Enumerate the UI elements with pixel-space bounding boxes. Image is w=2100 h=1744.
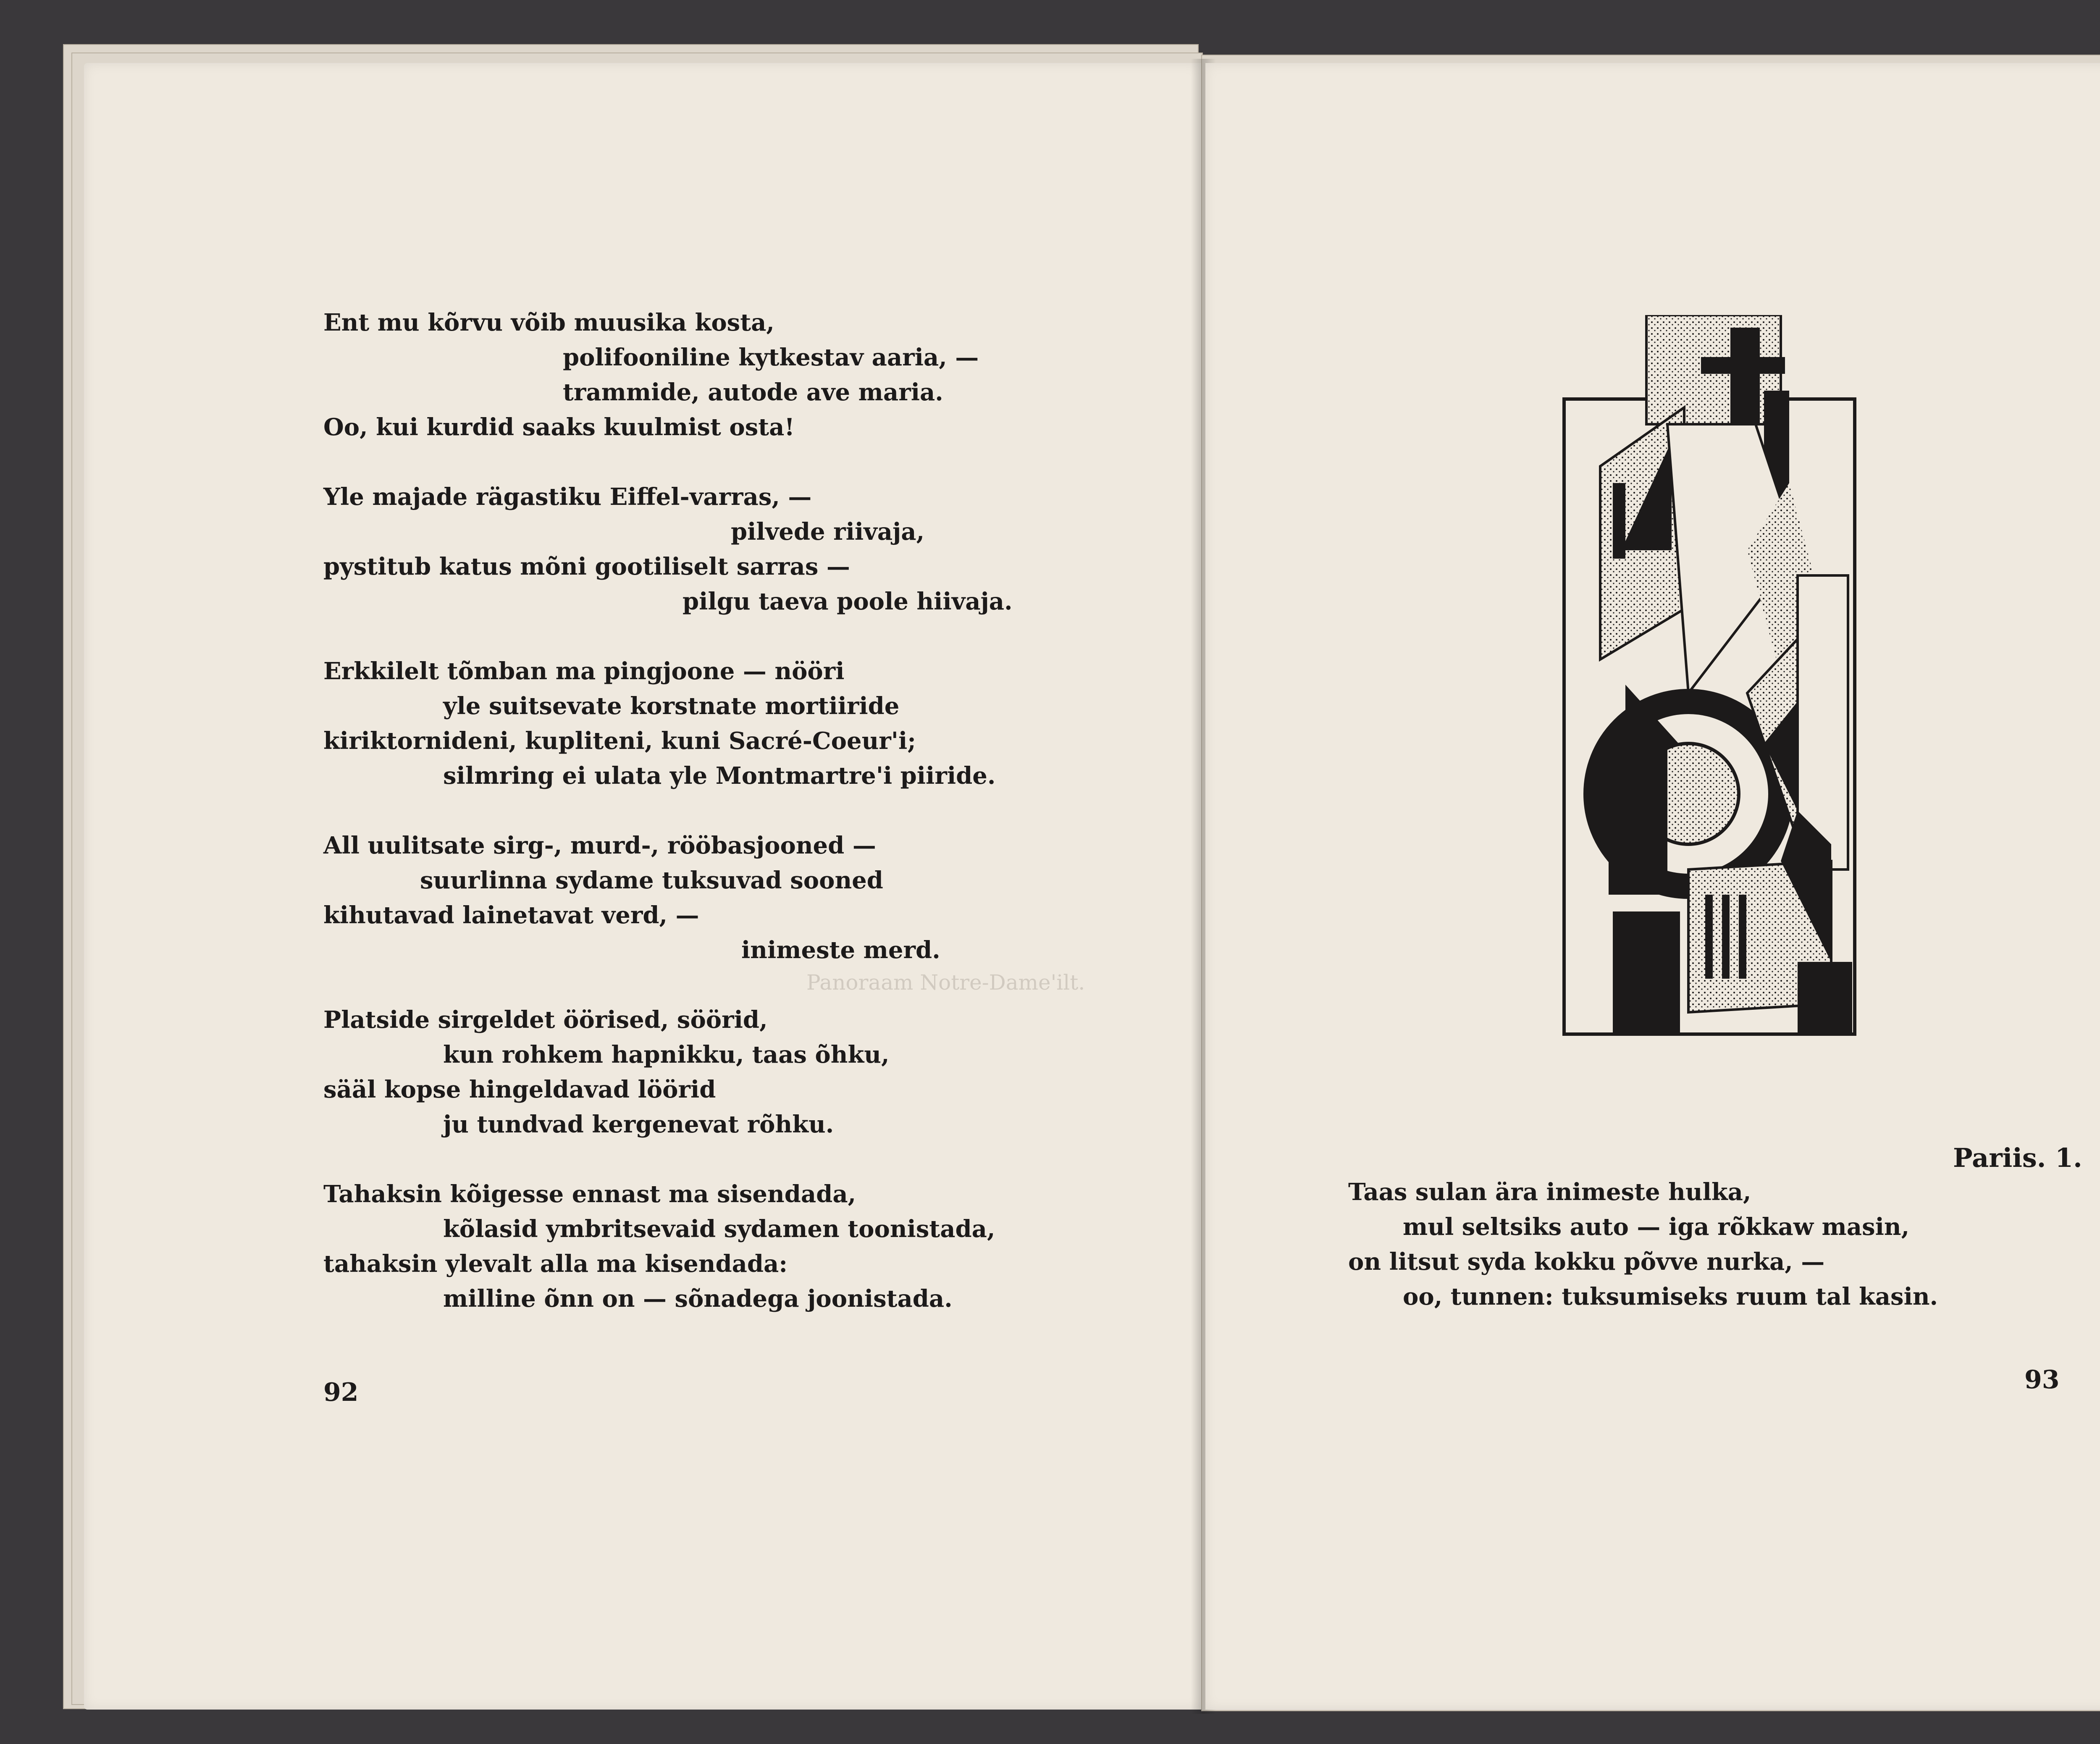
poem-line: kun rohkem hapnikku, taas õhku, bbox=[443, 1041, 890, 1069]
page-number: 93 bbox=[2024, 1365, 2060, 1395]
poem-line: sääl kopse hingeldavad löörid bbox=[323, 1076, 716, 1103]
poem-line: kiriktornideni, kupliteni, kuni Sacré-Coeur'i; bbox=[323, 727, 916, 755]
poem-line: silmring ei ulata yle Montmartre'i piiride. bbox=[443, 762, 996, 790]
poem-line: pilgu taeva poole hiivaja. bbox=[682, 588, 1013, 615]
page-number: 92 bbox=[323, 1378, 359, 1407]
poem-line: Ent mu kõrvu võib muusika kosta, bbox=[323, 309, 774, 336]
poem-line: mul seltsiks auto — iga rõkkaw masin, bbox=[1403, 1213, 1910, 1241]
poem-line: Taas sulan ära inimeste hulka, bbox=[1348, 1178, 1751, 1206]
poem-line: Oo, kui kurdid saaks kuulmist osta! bbox=[323, 413, 795, 441]
poem-line: inimeste merd. bbox=[741, 936, 940, 964]
poem-line: Platside sirgeldet öörised, söörid, bbox=[323, 1006, 768, 1034]
poem-line: trammide, autode ave maria. bbox=[563, 378, 943, 406]
cubist-illustration bbox=[1562, 315, 1856, 1037]
left-page bbox=[84, 63, 1201, 1710]
poem-line: tahaksin ylevalt alla ma kisendada: bbox=[323, 1250, 788, 1278]
poem-title: Pariis. 1. bbox=[1953, 1143, 2082, 1173]
poem-line: All uulitsate sirg-, murd-, rööbasjooned — bbox=[323, 832, 876, 859]
poem-line: oo, tunnen: tuksumiseks ruum tal kasin. bbox=[1403, 1283, 1938, 1311]
poem-line: on litsut syda kokku põvve nurka, — bbox=[1348, 1248, 1825, 1276]
bleed-through-heading: Panoraam Notre-Dame'ilt. bbox=[806, 970, 1085, 995]
poem-line: ju tundvad kergenevat rõhku. bbox=[443, 1111, 834, 1138]
right-page bbox=[1205, 63, 2100, 1710]
poem-line: pilvede riivaja, bbox=[731, 518, 925, 546]
poem-line: Yle majade rägastiku Eiffel-varras, — bbox=[323, 483, 812, 511]
poem-line: milline õnn on — sõnadega joonistada. bbox=[443, 1285, 953, 1313]
poem-line: yle suitsevate korstnate mortiiride bbox=[443, 692, 900, 720]
poem-line: pystitub katus mõni gootiliselt sarras — bbox=[323, 553, 850, 580]
poem-line: Tahaksin kõigesse ennast ma sisendada, bbox=[323, 1180, 856, 1208]
poem-line: kihutavad lainetavat verd, — bbox=[323, 901, 699, 929]
poem-line: suurlinna sydame tuksuvad sooned bbox=[420, 867, 883, 894]
poem-line: polifooniline kytkestav aaria, — bbox=[563, 344, 979, 371]
poem-line: kõlasid ymbritsevaid sydamen toonistada, bbox=[443, 1215, 995, 1243]
poem-line: Erkkilelt tõmban ma pingjoone — nööri bbox=[323, 657, 845, 685]
